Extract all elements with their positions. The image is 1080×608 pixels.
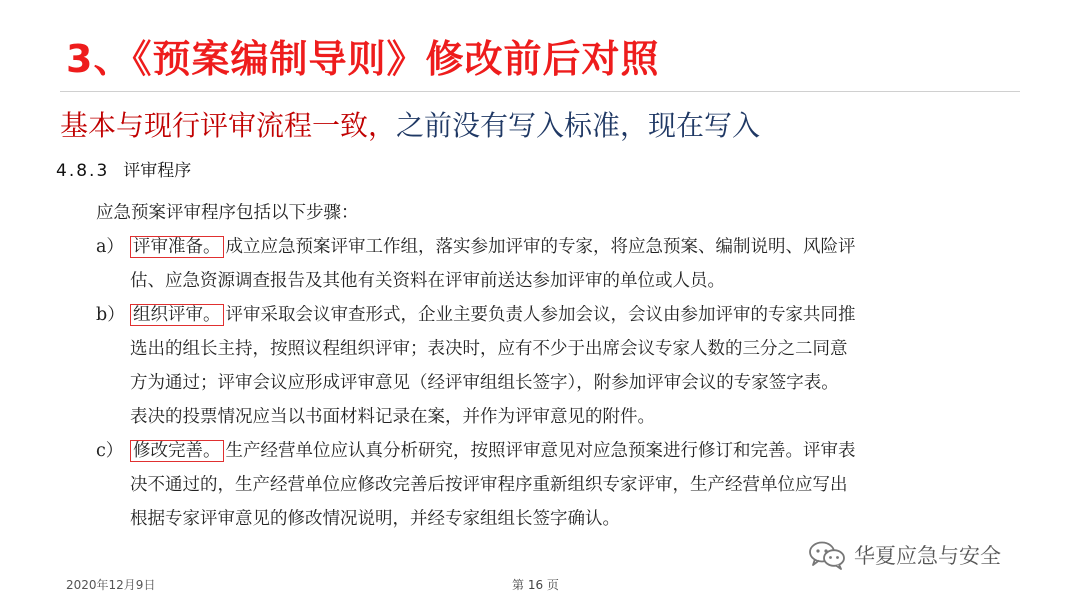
document-body: [96, 196, 1016, 536]
footer-date: 2020年12月9日: [66, 578, 156, 592]
step-line: 方为通过；评审会议应形成评审意见（经评审组组长签字），附参加评审会议的专家签字表。: [130, 373, 839, 393]
section-heading: [56, 156, 191, 181]
footer-page-number: 第 16 页: [512, 578, 559, 592]
step-item-b: [96, 298, 1016, 434]
step-line: 决不通过的，生产经营单位应修改完善后按评审程序重新组织专家评审，生产经营单位应写出: [130, 475, 848, 495]
section-number: 4.8.3: [56, 161, 110, 181]
step-marker: c）: [96, 441, 124, 461]
step-item-a: [96, 230, 1016, 298]
subtitle-red-part: 基本与现行评审流程一致，: [60, 109, 397, 142]
step-text: 成立应急预案评审工作组，落实参加评审的专家，将应急预案、编制说明、风险评: [225, 237, 856, 257]
step-text: 评审采取会议审查形式，企业主要负责人参加会议，会议由参加评审的专家共同推: [225, 305, 856, 325]
step-line: 根据专家评审意见的修改情况说明，并经专家组组长签字确认。: [130, 509, 620, 529]
step-line: [130, 434, 1002, 468]
title-divider: [60, 91, 1020, 92]
step-marker: a）: [96, 237, 124, 257]
step-content: [130, 230, 1002, 298]
step-content: [130, 434, 1002, 536]
step-marker: b）: [96, 305, 125, 325]
step-line: 估、应急资源调查报告及其他有关资料在评审前送达参加评审的单位或人员。: [130, 271, 725, 291]
step-line: [130, 298, 1002, 332]
subtitle-blue-part: 之前没有写入标准，现在写入: [396, 109, 761, 142]
section-title: 评审程序: [123, 161, 192, 181]
slide-subtitle: [60, 104, 760, 144]
step-keyword-boxed: 修改完善。: [130, 440, 224, 462]
step-line: 选出的组长主持，按照议程组织评审；表决时，应有不少于出席会议专家人数的三分之二同意: [130, 339, 848, 359]
step-keyword-boxed: 组织评审。: [130, 304, 224, 326]
watermark-text: 华夏应急与安全: [854, 544, 1001, 568]
step-line: [130, 230, 1002, 264]
step-item-c: [96, 434, 1016, 536]
step-content: [130, 298, 1002, 434]
intro-text: 应急预案评审程序包括以下步骤：: [96, 203, 359, 223]
watermark: [808, 540, 1001, 570]
step-text: 生产经营单位应认真分析研究，按照评审意见对应急预案进行修订和完善。评审表: [225, 441, 856, 461]
wechat-icon: [808, 540, 846, 570]
step-keyword-boxed: 评审准备。: [130, 236, 224, 258]
slide-title: 3、《预案编制导则》修改前后对照: [66, 37, 660, 81]
step-line: 表决的投票情况应当以书面材料记录在案，并作为评审意见的附件。: [130, 407, 655, 427]
